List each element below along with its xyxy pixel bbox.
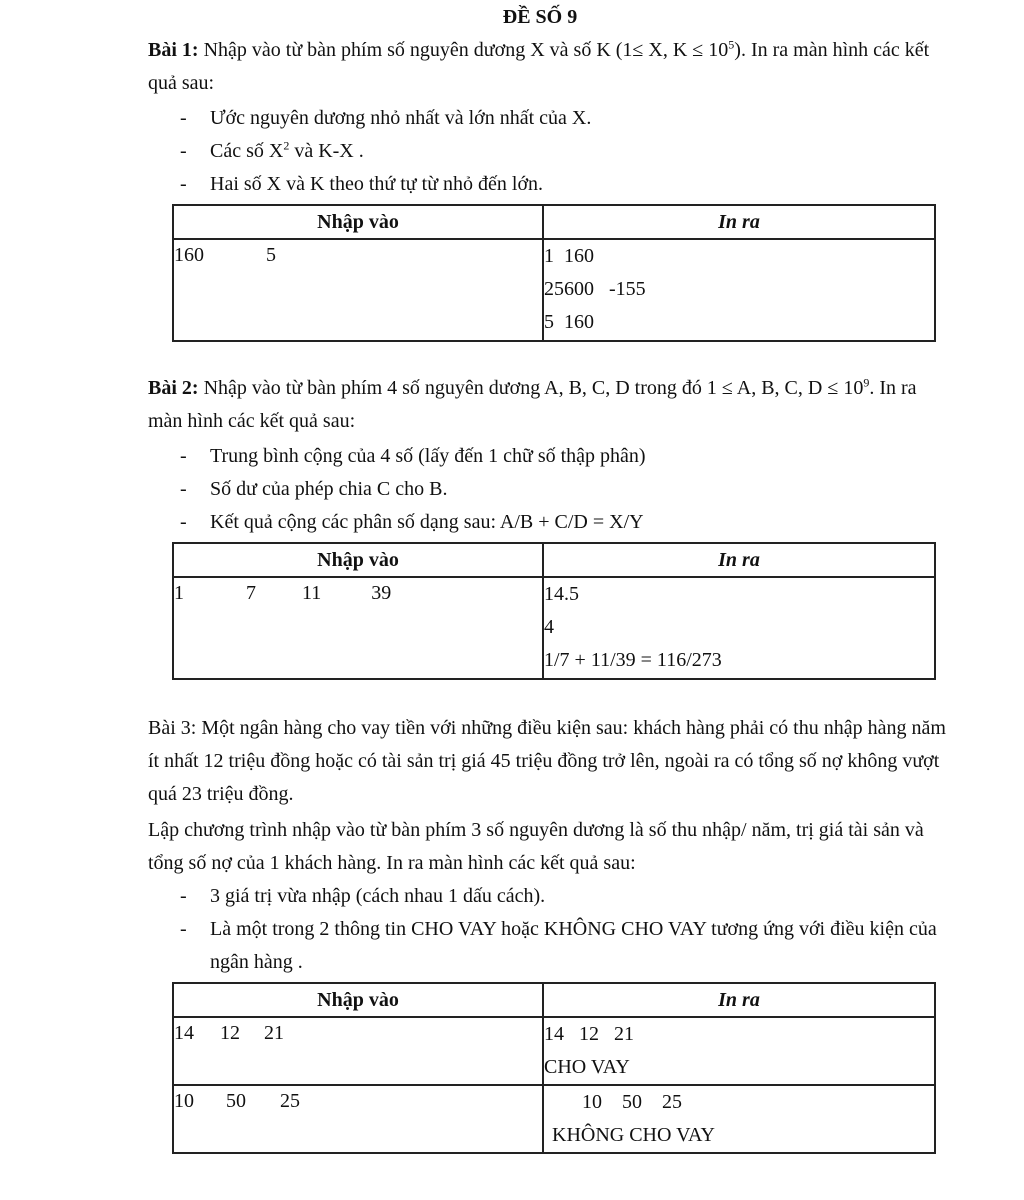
bai2-exponent: 9 xyxy=(863,375,870,390)
bai3-header-in: Nhập vào xyxy=(173,983,543,1017)
bai2-bullet-2: - Số dư của phép chia C cho B. xyxy=(180,473,950,506)
bai3-paragraph-1: Bài 3: Một ngân hàng cho vay tiền với những điều kiện sau: khách hàng phải có thu nhập hàng năm ít nhất 12 triệu đồng hoặc có tài sản trị giá 45 triệu đồng trở lên, ngoài ra có tổng số nợ không vượt quá 23 triệu đồng. xyxy=(148,717,946,805)
bai3-row2-input-income: 10 xyxy=(174,1090,194,1112)
bai1-header-in: Nhập vào xyxy=(173,205,543,239)
bai1-exponent: 5 xyxy=(728,37,735,52)
bai3-header-out: In ra xyxy=(543,983,935,1017)
bai1-bullet-2-a: Các số X xyxy=(210,140,284,162)
bai2-header-in: Nhập vào xyxy=(173,543,543,577)
bai1-bullet-3: - Hai số X và K theo thứ tự từ nhỏ đến lớn. xyxy=(180,168,950,201)
bai2-input-a: 1 xyxy=(174,582,184,604)
bai1-input-cell xyxy=(173,239,543,341)
bai1-label: Bài 1: xyxy=(148,39,199,61)
bai2-text-b: . In ra màn hình các kết quả sau: xyxy=(148,377,917,432)
bai3-paragraph-2: Lập chương trình nhập vào từ bàn phím 3 số nguyên dương là số thu nhập/ năm, trị giá tài sản và tổng số nợ của 1 khách hàng. In ra màn hình các kết quả sau: xyxy=(148,819,924,874)
bai1-output-line-2: 25600 -155 xyxy=(544,278,646,300)
bai1-text-b: ). In ra màn hình các kết quả sau: xyxy=(148,39,930,94)
bai2-output-line-3: 1/7 + 11/39 = 116/273 xyxy=(544,649,722,671)
bai3-row1-output-cell xyxy=(543,1017,935,1085)
bai3-row1-input-cell xyxy=(173,1017,543,1085)
page-title: ĐỀ SỐ 9 xyxy=(502,6,578,28)
bai1-input-k: 5 xyxy=(266,244,276,266)
bai1-header-out: In ra xyxy=(543,205,935,239)
bai1-output-line-3: 5 160 xyxy=(544,311,594,333)
bai3-bullet-1: - 3 giá trị vừa nhập (cách nhau 1 dấu cách). xyxy=(180,880,950,913)
bai3-row2-output-values: 10 50 25 xyxy=(582,1091,682,1113)
bai2-output-line-1: 14.5 xyxy=(544,583,579,605)
bai3-bullet-2: - Là một trong 2 thông tin CHO VAY hoặc KHÔNG CHO VAY tương ứng với điều kiện của ngân hàng . xyxy=(180,913,950,979)
bai2-statement xyxy=(148,372,948,438)
bai2-bullet-3: - Kết quả cộng các phân số dạng sau: A/B + C/D = X/Y xyxy=(180,506,950,539)
bai1-bullet-2-b: và K-X . xyxy=(289,140,364,162)
bai1-bullets xyxy=(180,102,950,201)
bai1-output-cell xyxy=(543,239,935,341)
bai3-row1-output-result: CHO VAY xyxy=(544,1056,630,1078)
bai3-row2-output-cell xyxy=(543,1085,935,1153)
bai1-input-x: 160 xyxy=(174,244,204,266)
bai1-bullet-2-exp: 2 xyxy=(283,138,290,153)
bai2-bullet-1: - Trung bình cộng của 4 số (lấy đến 1 chữ số thập phân) xyxy=(180,440,950,473)
bai3-bullets xyxy=(180,880,950,979)
bai3-row2-output-result: KHÔNG CHO VAY xyxy=(552,1124,715,1146)
bai1-statement xyxy=(148,34,948,100)
bai2-label: Bài 2: xyxy=(148,377,199,399)
bai3-table xyxy=(172,982,936,1154)
bai2-text-a: Nhập vào từ bàn phím 4 số nguyên dương A, B, C, D trong đó 1 ≤ A, B, C, D ≤ 10 xyxy=(198,377,864,399)
bai3-row1-input-assets: 12 xyxy=(220,1022,240,1044)
bai1-text-a: Nhập vào từ bàn phím số nguyên dương X và số K (1≤ X, K ≤ 10 xyxy=(198,39,729,61)
bai3-row1-output-values: 14 12 21 xyxy=(544,1023,634,1045)
bai2-bullets xyxy=(180,440,950,539)
bai2-input-b: 7 xyxy=(246,582,256,604)
bai3-row2-input-cell xyxy=(173,1085,543,1153)
bai2-table xyxy=(172,542,936,680)
bai3-row2-input-debt: 25 xyxy=(280,1090,300,1112)
bai2-output-line-2: 4 xyxy=(544,616,554,638)
bai2-output-cell xyxy=(543,577,935,679)
bai2-input-d: 39 xyxy=(371,582,392,604)
bai2-input-c: 11 xyxy=(302,582,322,604)
bai1-bullet-1: - Ước nguyên dương nhỏ nhất và lớn nhất của X. xyxy=(180,102,950,135)
bai2-header-out: In ra xyxy=(543,543,935,577)
bai1-output-line-1: 1 160 xyxy=(544,245,594,267)
bai2-input-cell xyxy=(173,577,543,679)
bai1-table xyxy=(172,204,936,342)
bai1-bullet-2 xyxy=(180,135,950,168)
bai3-row1-input-debt: 21 xyxy=(264,1022,284,1044)
bai3-row1-input-income: 14 xyxy=(174,1022,194,1044)
bai3-row2-input-assets: 50 xyxy=(226,1090,246,1112)
